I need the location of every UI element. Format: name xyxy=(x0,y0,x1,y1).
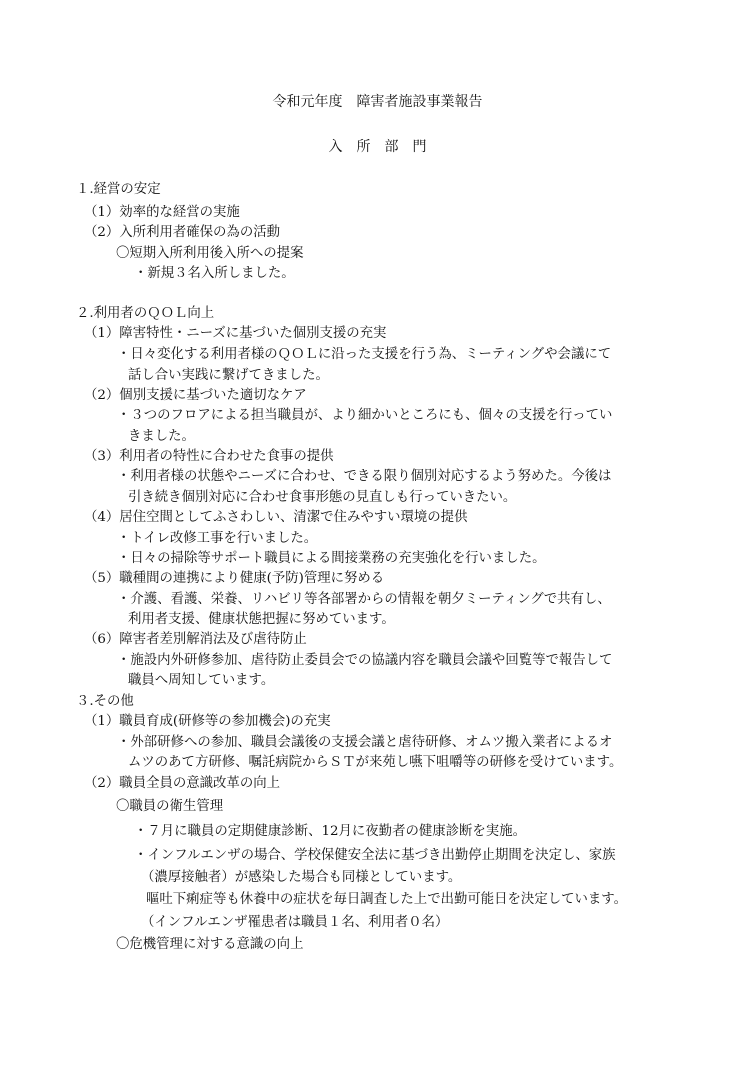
section-heading: ３.その他 xyxy=(76,694,134,709)
subsection-heading: （2）個別支援に基づいた適切なケア xyxy=(84,388,307,403)
sub-item: 〇短期入所利用後入所への提案 xyxy=(116,246,304,261)
bullet-item: ・インフルエンザの場合、学校保健安全法に基づき出勤停止期間を決定し、家族 xyxy=(134,848,616,863)
bullet-item: ・利用者様の状態やニーズに合わせ、できる限り個別対応するよう努めた。今後は xyxy=(117,469,612,484)
bullet-item: ・新規３名入所しました。 xyxy=(134,266,295,281)
sub-item: 〇職員の衛生管理 xyxy=(116,799,224,814)
subsection-heading: （2）入所利用者確保の為の活動 xyxy=(84,225,280,240)
bullet-continuation: きました。 xyxy=(128,429,195,444)
subsection-heading: （1）職員育成(研修等の参加機会)の充実 xyxy=(84,714,331,729)
bullet-continuation: 職員へ周知しています。 xyxy=(128,673,275,688)
bullet-item: ・外部研修への参加、職員会議後の支援会議と虐待研修、オムツ搬入業者によるオ xyxy=(117,735,613,750)
bullet-continuation: ムツのあて方研修、嘱託病院からＳＴが来苑し嚥下咀嚼等の研修を受けています。 xyxy=(128,755,623,770)
subsection-heading: （1）障害特性・ニーズに基づいた個別支援の充実 xyxy=(84,326,387,341)
bullet-item: ・日々の掃除等サポート職員による間接業務の充実強化を行いました。 xyxy=(117,551,546,566)
note-line: 嘔吐下痢症等も休養中の症状を毎日調査した上で出勤可能日を決定しています。 xyxy=(146,892,627,907)
subsection-heading: （4）居住空間としてふさわしい、清潔で住みやすい環境の提供 xyxy=(84,510,468,525)
department-heading: 入所部門 xyxy=(328,139,441,155)
section-heading: １.経営の安定 xyxy=(76,182,161,197)
bullet-item: ・トイレ改修工事を行いました。 xyxy=(117,531,318,546)
bullet-continuation: （濃厚接触者）が感染した場合も同様としています。 xyxy=(141,870,462,885)
bullet-continuation: 引き続き個別対応に合わせ食事形態の見直しも行っていきたい。 xyxy=(128,490,517,505)
bullet-continuation: 話し合い実践に繋げてきました。 xyxy=(128,368,329,383)
bullet-continuation: 利用者支援、健康状態把握に努めています。 xyxy=(128,612,395,627)
subsection-heading: （3）利用者の特性に合わせた食事の提供 xyxy=(84,449,334,464)
subsection-heading: （6）障害者差別解消法及び虐待防止 xyxy=(84,632,307,647)
subsection-heading: （1）効率的な経営の実施 xyxy=(84,205,240,220)
section-heading: ２.利用者のＱＯＬ向上 xyxy=(76,306,215,321)
bullet-item: ・日々変化する利用者様のＱＯＬに沿った支援を行う為、ミーティングや会議にて xyxy=(117,347,612,362)
report-title: 令和元年度 障害者施設事業報告 xyxy=(272,94,483,110)
note-line: （インフルエンザ罹患者は職員１名、利用者０名） xyxy=(141,915,449,930)
bullet-item: ・施設内外研修参加、虐待防止委員会での協議内容を職員会議や回覧等で報告して xyxy=(117,653,613,668)
bullet-item: ・介護、看護、栄養、リハビリ等各部署からの情報を朝夕ミーティングで共有し、 xyxy=(117,592,611,607)
bullet-item: ・７月に職員の定期健康診断、12月に夜勤者の健康診断を実施。 xyxy=(134,824,526,839)
bullet-item: ・３つのフロアによる担当職員が、より細かいところにも、個々の支援を行ってい xyxy=(117,408,613,423)
subsection-heading: （5）職種間の連携により健康(予防)管理に努める xyxy=(84,571,385,586)
subsection-heading: （2）職員全員の意識改革の向上 xyxy=(84,776,280,791)
sub-item: 〇危機管理に対する意識の向上 xyxy=(116,937,304,952)
